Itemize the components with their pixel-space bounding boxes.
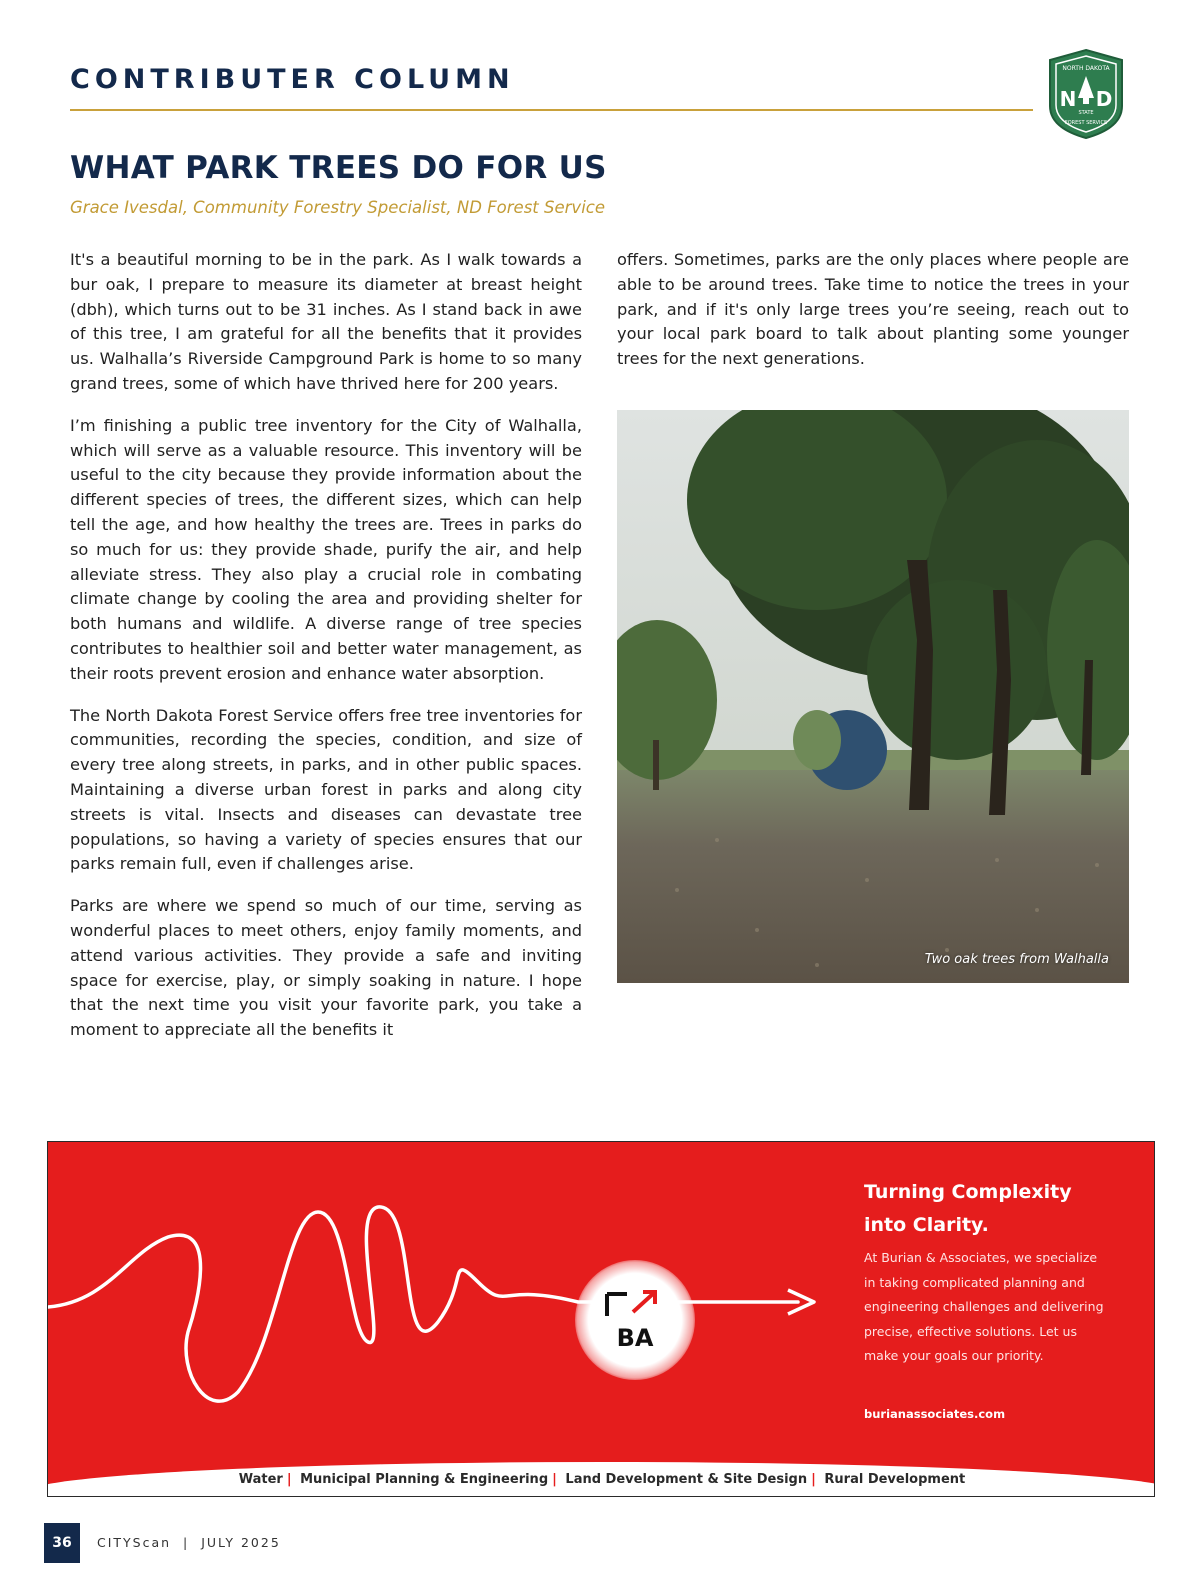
article-title: WHAT PARK TREES DO FOR US — [70, 150, 607, 186]
article-paragraph: I’m finishing a public tree inventory for the City of Walhalla, which will serve as a valuable resource. This inventory will be useful to the city because they provide information about the different species of trees, the different sizes, which can help tell the age, and how healthy the trees are. Trees in parks do so much for us: they provide shade, purify the air, and help alleviate stress. They also play a crucial role in combating climate change by cooling the area and providing shelter for both humans and wildlife. A diverse range of tree species contributes to healthier soil and better water management, as their roots prevent erosion and enhance water absorption. — [70, 415, 582, 683]
burian-associates-ad[interactable] — [47, 1141, 1155, 1497]
oak-trees-image — [617, 410, 1129, 983]
nd-forest-service-badge — [1046, 48, 1126, 140]
service-item: Land Development & Site Design — [565, 1472, 808, 1487]
publication-name: CITYScan — [97, 1535, 172, 1550]
ad-website-link[interactable]: burianassociates.com — [864, 1407, 1006, 1421]
issue-date: JULY 2025 — [201, 1535, 281, 1550]
svg-text:FOREST SERVICE: FOREST SERVICE — [1064, 120, 1108, 126]
photo-caption: Two oak trees from Walhalla — [924, 952, 1109, 967]
folio — [97, 1535, 281, 1550]
ad-headline-line: Turning Complexity — [864, 1181, 1072, 1203]
article-paragraph: The North Dakota Forest Service offers free tree inventories for communities, recording the species, condition, and size of every tree along streets, in parks, and in other public spaces. Maintaining a diverse urban forest in parks and along city streets is vital. Insects and diseases can devastate tree populations, so having a variety of species ensures that our parks remain full, even if challenges arise. — [70, 705, 582, 874]
service-item: Water — [238, 1472, 283, 1487]
page-number: 36 — [44, 1523, 80, 1563]
shield-logo-icon — [1046, 48, 1126, 140]
service-item: Municipal Planning & Engineering — [300, 1472, 549, 1487]
folio-separator: | — [177, 1535, 196, 1550]
svg-text:BA: BA — [616, 1324, 654, 1350]
ad-headline-line: into Clarity. — [864, 1214, 989, 1236]
svg-text:N: N — [1059, 87, 1077, 111]
ad-services-list: Water | Municipal Planning & Engineering | Land Development & Site Design | Rural Development — [238, 1472, 966, 1487]
svg-text:D: D — [1095, 87, 1113, 111]
ad-headline — [864, 1176, 1134, 1242]
article-paragraph: Parks are where we spend so much of our time, serving as wonderful places to meet others, enjoy family moments, and attend various activities. They provide a safe and inviting space for exercise, play, or simply soaking in nature. I hope that the next time you visit your favorite park, you take a moment to appreciate all the benefits it — [70, 896, 582, 1040]
service-item: Rural Development — [824, 1472, 966, 1487]
ba-logo — [575, 1260, 695, 1380]
ba-monogram-icon — [603, 1290, 667, 1350]
section-label: CONTRIBUTER COLUMN — [70, 64, 515, 95]
article-paragraph: It's a beautiful morning to be in the park. As I walk towards a bur oak, I prepare to measure its diameter at breast height (dbh), which turns out to be 31 inches. As I stand back in awe of this tree, I am grateful for all the benefits that it provides us. Walhalla’s Riverside Campground Park is home to so many grand trees, some of which have thrived here for 200 years. — [70, 250, 582, 393]
article-column-left — [70, 248, 582, 1060]
article-column-right — [617, 248, 1129, 389]
svg-text:NORTH DAKOTA: NORTH DAKOTA — [1062, 65, 1110, 72]
article-paragraph: offers. Sometimes, parks are the only places where people are able to be around trees. Take time to notice the trees in your park, and if it's only large trees you’re seeing, reach out to your local park board to talk about planting some younger trees for the next generations. — [617, 250, 1129, 369]
svg-text:STATE: STATE — [1078, 110, 1094, 116]
park-trees-photo — [617, 410, 1129, 983]
article-byline: Grace Ivesdal, Community Forestry Specialist, ND Forest Service — [70, 198, 606, 217]
ad-body-text: At Burian & Associates, we specialize in taking complicated planning and engineering challenges and delivering precise, effective solutions. Let us make your goals our priority. — [864, 1250, 1104, 1363]
header-divider — [70, 109, 1033, 111]
